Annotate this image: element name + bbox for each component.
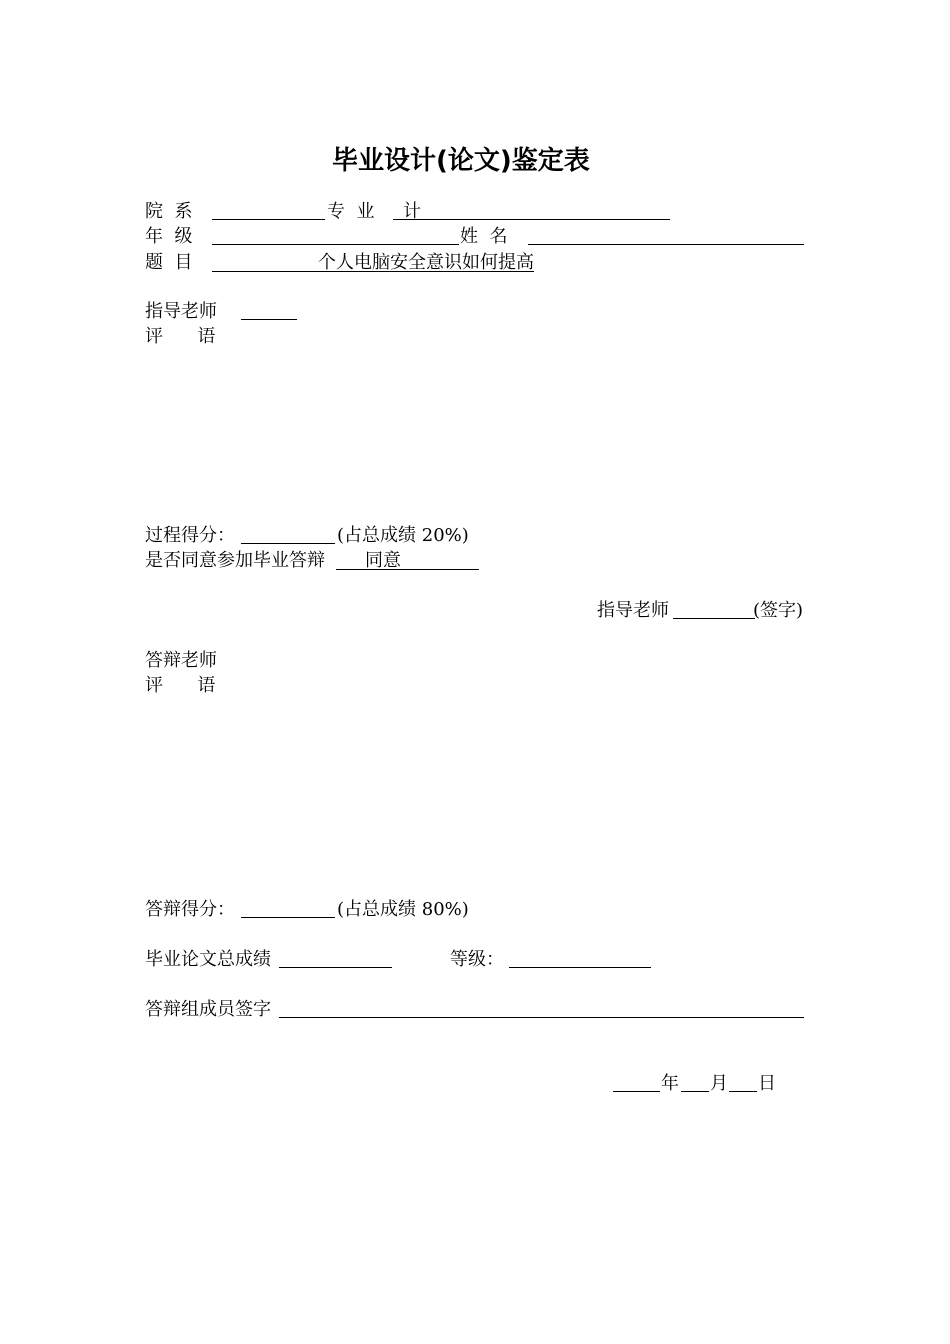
advisor-field[interactable] [241,319,297,320]
major-field[interactable] [393,219,670,220]
year-label: 年 [661,1073,679,1094]
month-field[interactable] [681,1091,709,1092]
topic-label: 题 目 [145,252,193,273]
major-label: 专 业 [327,201,375,222]
defense-score-label: 答辩得分： [145,899,235,920]
advisor-sign-note: (签字) [753,600,804,621]
department-label: 院 系 [145,201,193,222]
day-label: 日 [758,1073,776,1094]
defense-teacher-label: 答辩老师 [145,650,217,671]
members-sign-field[interactable] [279,1017,804,1018]
total-score-label: 毕业论文总成绩 [145,949,271,970]
level-field[interactable] [509,967,651,968]
page-title: 毕业设计(论文)鉴定表 [332,146,590,176]
year-field[interactable] [613,1091,660,1092]
total-score-field[interactable] [279,967,392,968]
month-label: 月 [710,1073,728,1094]
grade-field[interactable] [212,244,459,245]
agree-label: 是否同意参加毕业答辩 [145,550,325,571]
advisor-sign-field[interactable] [673,618,755,619]
members-sign-label: 答辩组成员签字 [145,999,271,1020]
advisor-label: 指导老师 [145,301,217,322]
advisor-sign-label: 指导老师 [597,600,669,621]
department-field[interactable] [212,219,325,220]
major-value: 计 [403,201,421,222]
grade-label: 年 级 [145,226,193,247]
process-score-label: 过程得分： [145,525,235,546]
agree-value: 同意 [365,550,401,571]
agree-field[interactable] [336,569,479,570]
defense-score-field[interactable] [241,917,335,918]
name-label: 姓 名 [460,226,508,247]
advisor-comment-label: 评 语 [145,326,216,347]
level-label: 等级： [450,949,504,970]
day-field[interactable] [729,1091,757,1092]
defense-score-note: (占总成绩 80%) [337,899,469,920]
defense-comment-label: 评 语 [145,675,216,696]
topic-field-lead [212,271,318,272]
process-score-field[interactable] [241,543,335,544]
name-field[interactable] [528,244,804,245]
topic-value[interactable]: 个人电脑安全意识如何提高 [318,252,534,273]
process-score-note: (占总成绩 20%) [337,525,469,546]
